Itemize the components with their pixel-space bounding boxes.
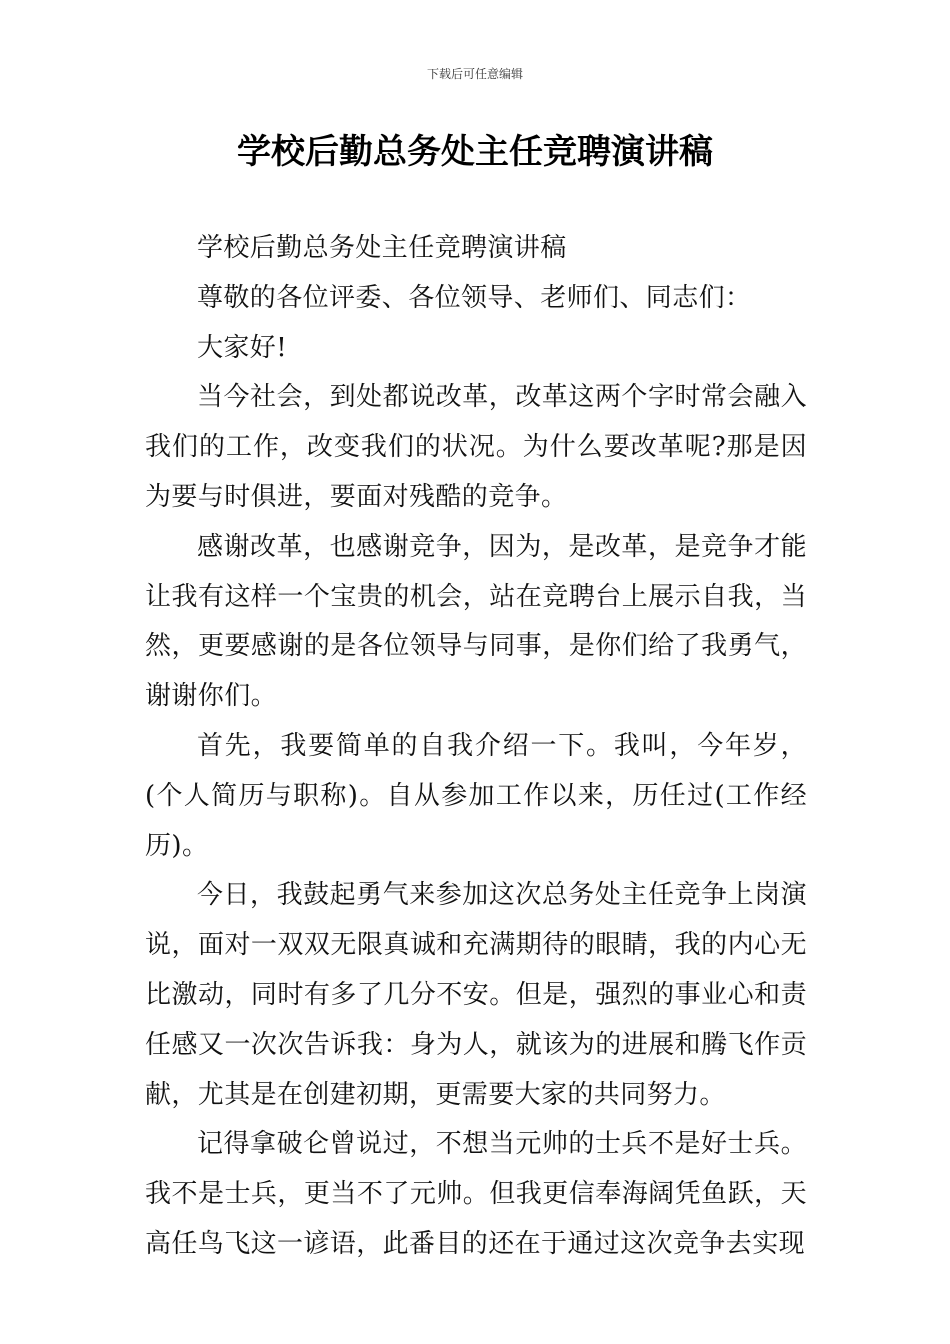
paragraph-subtitle: 学校后勤总务处主任竞聘演讲稿 (197, 233, 567, 263)
paragraph-introduction: 首先，我要简单的自我介绍一下。我叫，今年岁，(个人简历与职称)。自从参加工作以来，历任过(工作经历)。 (145, 730, 807, 861)
paragraph-reform: 当今社会，到处都说改革，改革这两个字时常会融入我们的工作，改变我们的状况。为什么要改革呢?那是因为要与时俱进，要面对残酷的竞争。 (145, 382, 807, 512)
paragraph-greeting: 大家好! (197, 332, 288, 363)
header-note: 下载后可任意编辑 (426, 67, 523, 81)
document-title: 学校后勤总务处主任竞聘演讲稿 (237, 132, 713, 172)
paragraph-motivation: 今日，我鼓起勇气来参加这次总务处主任竞争上岗演说，面对一双双无限真诚和充满期待的眼睛，我的内心无比激动，同时有多了几分不安。但是，强烈的事业心和责任感又一次次告诉我：身为人，就该为的进展和腾飞作贡献，尤其是在创建初期，更需要大家的共同努力。 (145, 880, 807, 1110)
paragraph-napoleon: 记得拿破仑曾说过，不想当元帅的士兵不是好士兵。我不是士兵，更当不了元帅。但我更信奉海阔凭鱼跃，天高任鸟飞这一谚语，此番目的还在于通过这次竞争去实现 (145, 1129, 807, 1259)
document-body (145, 224, 807, 1270)
paragraph-thanks: 感谢改革，也感谢竞争，因为，是改革，是竞争才能让我有这样一个宝贵的机会，站在竞聘台上展示自我，当然，更要感谢的是各位领导与同事，是你们给了我勇气，谢谢你们。 (145, 531, 807, 712)
paragraph-salutation: 尊敬的各位评委、各位领导、老师们、同志们： (197, 282, 752, 313)
